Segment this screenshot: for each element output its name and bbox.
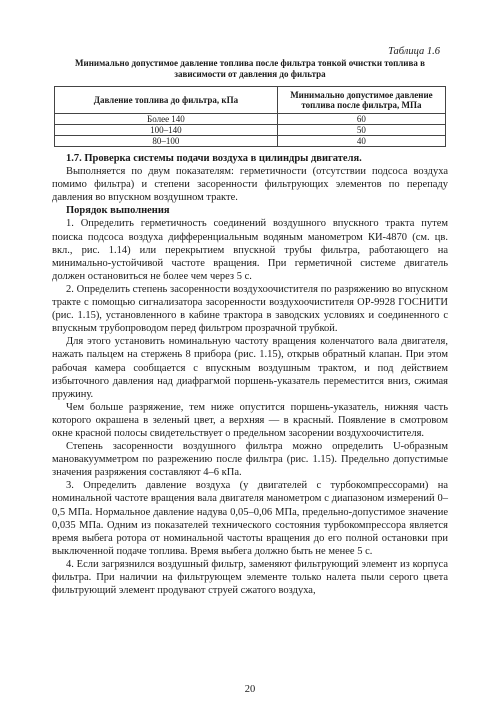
- table-header-row: [55, 87, 446, 114]
- paragraph: 3. Определить давление воздуха (у двигателей с турбокомпрессорами) на номинальной частоте вращения вала двигателя манометром с диапазоном измерений 0–0,5 МПа. Нормальное давление надува 0,05–0,06 МПа, предельно-допустимое значение 0,035 МПа. Одним из показателей технического состояния турбокомпрессора является время выбега ротора от номинальной частоты вращения до его полной остановки при выключенной подаче топлива. Время выбега должно быть не менее 5 с.: [52, 480, 448, 557]
- table-row: [55, 114, 446, 125]
- paragraph: 4. Если загрязнился воздушный фильтр, заменяют фильтрующий элемент из корпуса фильтра. При наличии на фильтрующем элементе только налета пыли серого цвета фильтрующий элемент продувают струей сжатого воздуха,: [52, 558, 448, 597]
- table-header-cell: Минимально допустимое давление топлива после фильтра, МПа: [277, 87, 445, 114]
- paragraph: Для этого установить номинальную частоту вращения коленчатого вала двигателя, нажать пальцем на стержень 8 прибора (рис. 1.15), открыв обратный клапан. При этом рабочая камера сообщается с впускным воздушным трактом, и под действием избыточного давления над диафрагмой поршень-указатель перемеcтится вниз, сжимая пружину.: [52, 336, 448, 400]
- table-header-cell: Давление топлива до фильтра, кПа: [55, 87, 278, 114]
- paragraph: Степень засоренности воздушного фильтра можно определить U-образным мановакуумметром по разрежению после фильтра (рис. 1.15). Предельно допустимые значения разряжения составляют 4–6 кПа.: [52, 441, 448, 479]
- paragraph: Чем больше разряжение, тем ниже опустится поршень-указатель, нижняя часть которого окрашена в зеленый цвет, а верхняя — в красный. Появление в смотровом окне красной полосы свидетельствует о предельном засорении воздухоочистителя.: [52, 401, 448, 439]
- body-text: [52, 152, 448, 597]
- table-label: Таблица 1.6: [388, 46, 440, 57]
- table-row: [55, 125, 446, 136]
- table-cell: Более 140: [55, 114, 278, 125]
- table-cell: 50: [277, 125, 445, 136]
- section-title: 1.7. Проверка системы подачи воздуха в цилиндры двигателя.: [66, 153, 362, 164]
- table-row: [55, 136, 446, 147]
- paragraph: 1. Определить герметичность соединений воздушного впускного тракта путем поиска подсоса воздуха дифференциальным водяным манометром КИ-4870 (см. цв. вкл., рис. 1.14) или перекрытием впускной трубы фильтра, работающего на минимально-устойчивой частоте вращения. При герметичной системе двигатель должен остановиться не более чем через 5 с.: [52, 218, 448, 282]
- intro-paragraph: Выполняется по двум показателям: герметичности (отсутствии подсоса воздуха помимо фильтра) и степени засоренности фильтрующих элементов по перепаду давления во впускном воздушном тракте.: [52, 166, 448, 204]
- pressure-table: [54, 86, 446, 147]
- table-cell: 40: [277, 136, 445, 147]
- page-number: 20: [244, 684, 256, 695]
- table-title: Минимально допустимое давление топлива после фильтра тонкой очистки топлива в зависимости от давления до фильтра: [75, 58, 425, 79]
- procedure-title: Порядок выполнения: [66, 205, 170, 217]
- table-cell: 80–100: [55, 136, 278, 147]
- paragraph: 2. Определить степень засоренности воздухоочистителя по разряжению во впускном тракте с помощью сигнализатора засоренности воздухоочистителя ОР-9928 ГОСНИТИ (рис. 1.15), установленного в кабине трактора в заводских условиях и соединенного с впускным трубопроводом перед фильтром прозрачной трубкой.: [52, 283, 448, 335]
- table-cell: 60: [277, 114, 445, 125]
- table-cell: 100–140: [55, 125, 278, 136]
